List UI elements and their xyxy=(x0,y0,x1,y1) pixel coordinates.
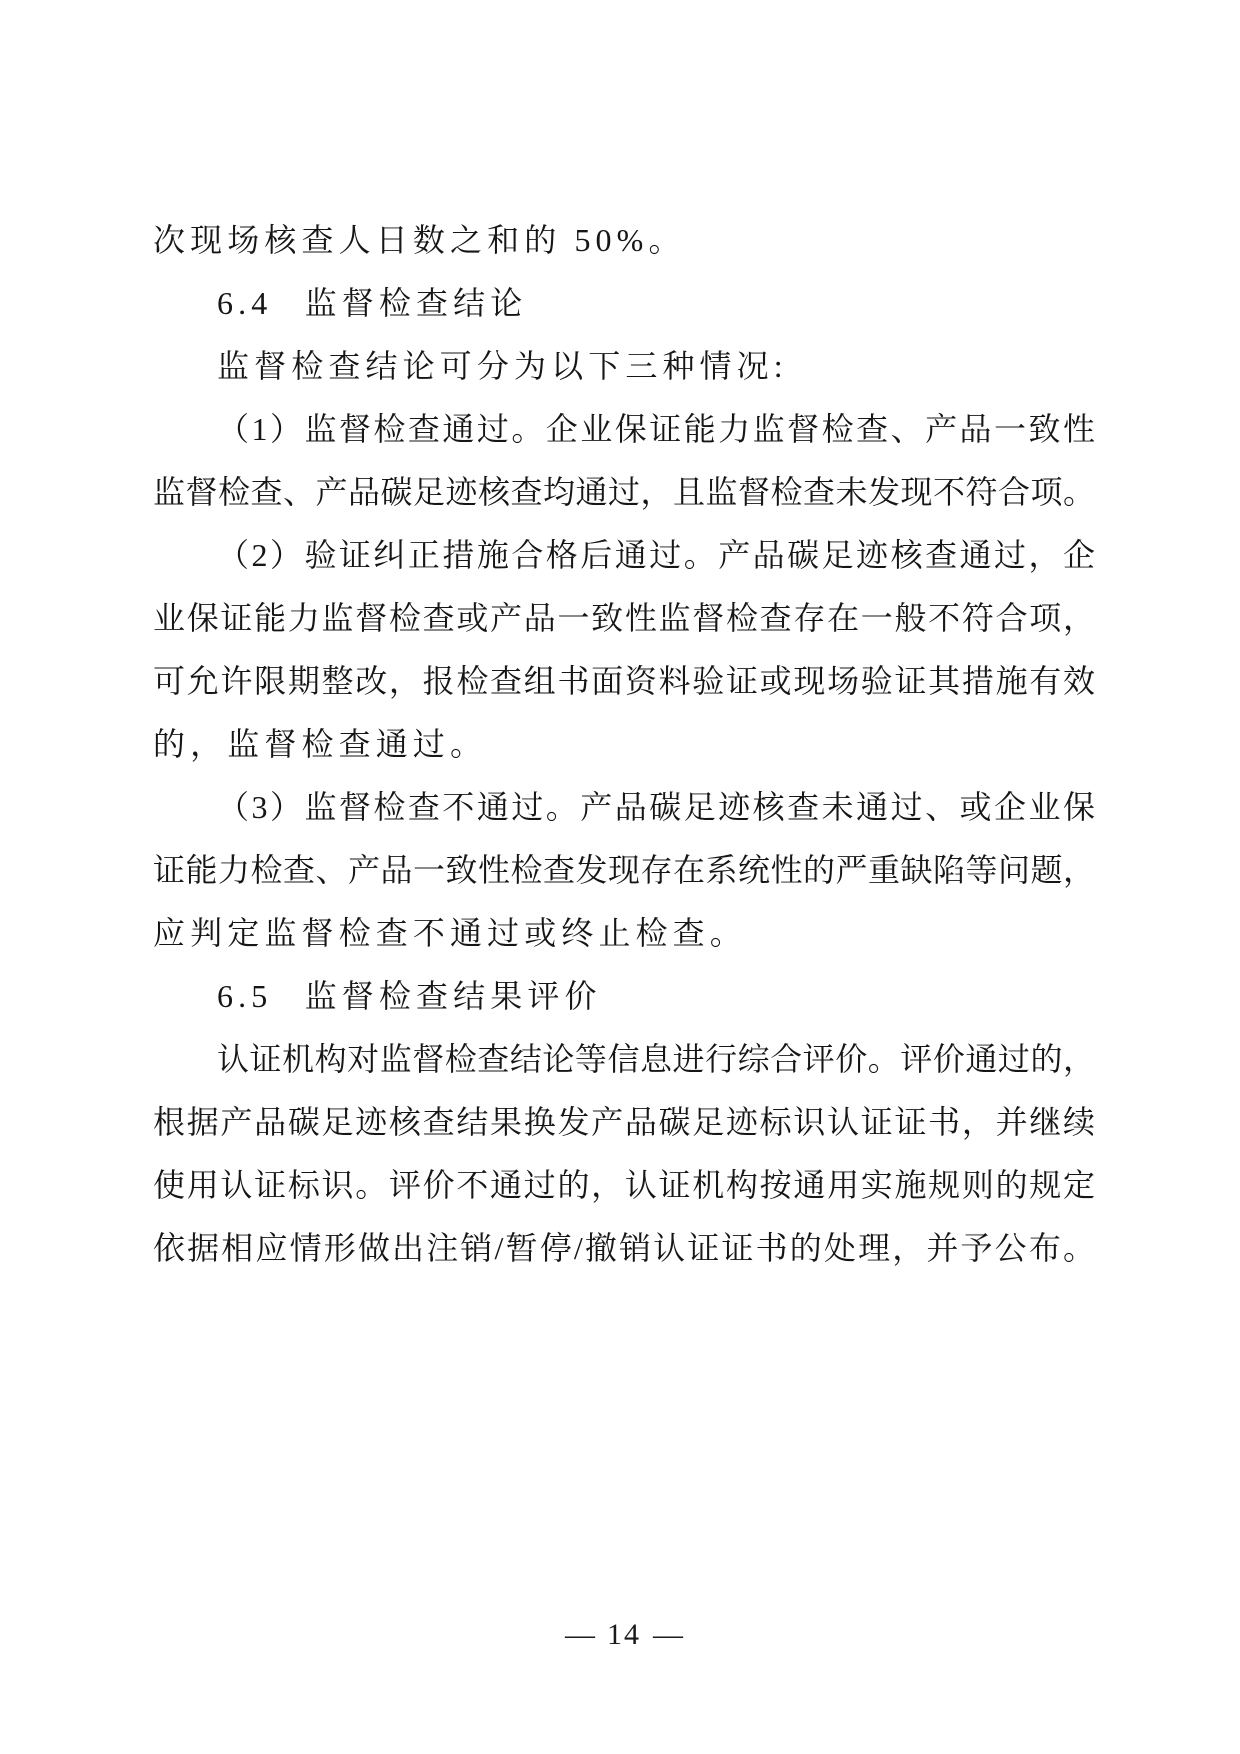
footer-dash-right: — xyxy=(653,1618,683,1651)
text-line: 认证机构对监督检查结论等信息进行综合评价。评价通过的， xyxy=(217,1041,1095,1077)
section-heading: 6.5 监督检查结果评价 xyxy=(217,978,602,1014)
text-line: 业保证能力监督检查或产品一致性监督检查存在一般不符合项， xyxy=(153,600,1095,636)
page-footer xyxy=(153,1613,1095,1657)
text-line: 根据产品碳足迹核查结果换发产品碳足迹标识认证证书，并继续 xyxy=(153,1104,1095,1140)
text-line: （3）监督检查不通过。产品碳足迹核查未通过、或企业保 xyxy=(217,789,1095,825)
body-text xyxy=(153,209,1095,1280)
text-line: 可允许限期整改，报检查组书面资料验证或现场验证其措施有效 xyxy=(153,663,1095,699)
text-line: 应判定监督检查不通过或终止检查。 xyxy=(153,915,747,951)
footer-dash-left: — xyxy=(565,1618,595,1651)
text-line: 监督检查、产品碳足迹核查均通过，且监督检查未发现不符合项。 xyxy=(153,474,1095,510)
text-line: 监督检查结论可分为以下三种情况: xyxy=(217,348,788,384)
text-line: （2）验证纠正措施合格后通过。产品碳足迹核查通过，企 xyxy=(217,537,1095,573)
text-line: 次现场核查人日数之和的 50%。 xyxy=(153,222,686,258)
page-number: 14 xyxy=(607,1618,641,1651)
section-heading: 6.4 监督检查结论 xyxy=(217,285,528,321)
text-line: 依据相应情形做出注销/暂停/撤销认证证书的处理，并予公布。 xyxy=(153,1230,1095,1266)
text-line: 证能力检查、产品一致性检查发现存在系统性的严重缺陷等问题， xyxy=(153,852,1095,888)
text-line: （1）监督检查通过。企业保证能力监督检查、产品一致性 xyxy=(217,411,1095,447)
text-line: 的，监督检查通过。 xyxy=(153,726,488,762)
text-line: 使用认证标识。评价不通过的，认证机构按通用实施规则的规定 xyxy=(153,1167,1095,1203)
